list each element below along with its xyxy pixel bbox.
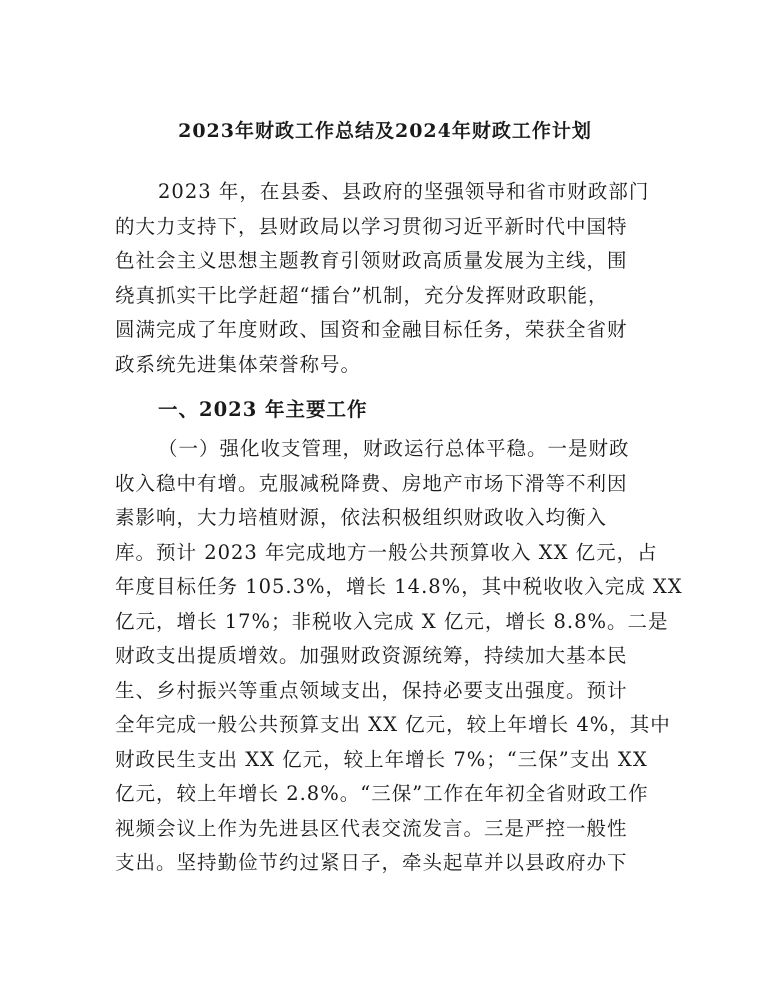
paragraph-line: 收入稳中有增。克服减税降费、房地产市场下滑等不利因 bbox=[115, 472, 628, 495]
paragraph-line: 的大力支持下，县财政局以学习贯彻习近平新时代中国特 bbox=[115, 215, 628, 238]
paragraph-line: 亿元，增长 17%；非税收入完成 X 亿元，增长 8.8%。二是 bbox=[115, 610, 669, 633]
document-title: 2023年财政工作总结及2024年财政工作计划 bbox=[178, 120, 592, 142]
paragraph-line: 2023 年，在县委、县政府的坚强领导和省市财政部门 bbox=[158, 180, 650, 203]
paragraph-line: 圆满完成了年度财政、国资和金融目标任务，荣获全省财 bbox=[115, 318, 628, 341]
paragraph-line: 亿元，较上年增长 2.8%。“三保”工作在年初全省财政工作 bbox=[115, 782, 649, 805]
paragraph-line: 色社会主义思想主题教育引领财政高质量发展为主线，围 bbox=[115, 249, 628, 272]
section-heading: 一、2023 年主要工作 bbox=[158, 398, 368, 421]
paragraph-line: 财政支出提质增效。加强财政资源统筹，持续加大基本民 bbox=[115, 644, 628, 667]
paragraph-line: 素影响，大力培植财源，依法积极组织财政收入均衡入 bbox=[115, 506, 608, 529]
paragraph-line: 年度目标任务 105.3%，增长 14.8%，其中税收收入完成 XX bbox=[115, 575, 683, 598]
paragraph-line: 视频会议上作为先进县区代表交流发言。三是严控一般性 bbox=[115, 817, 628, 840]
paragraph-line: 库。预计 2023 年完成地方一般公共预算收入 XX 亿元，占 bbox=[115, 541, 658, 564]
paragraph-line: 财政民生支出 XX 亿元，较上年增长 7%；“三保”支出 XX bbox=[115, 748, 648, 771]
paragraph-line: 支出。坚持勤俭节约过紧日子，牵头起草并以县政府办下 bbox=[115, 851, 628, 874]
paragraph-line: 生、乡村振兴等重点领域支出，保持必要支出强度。预计 bbox=[115, 679, 628, 702]
paragraph-line: （一）强化收支管理，财政运行总体平稳。一是财政 bbox=[158, 437, 630, 460]
paragraph-line: 全年完成一般公共预算支出 XX 亿元，较上年增长 4%，其中 bbox=[115, 713, 671, 736]
paragraph-line: 政系统先进集体荣誉称号。 bbox=[115, 353, 362, 376]
paragraph-line: 绕真抓实干比学赶超“擂台”机制，充分发挥财政职能， bbox=[115, 284, 609, 307]
